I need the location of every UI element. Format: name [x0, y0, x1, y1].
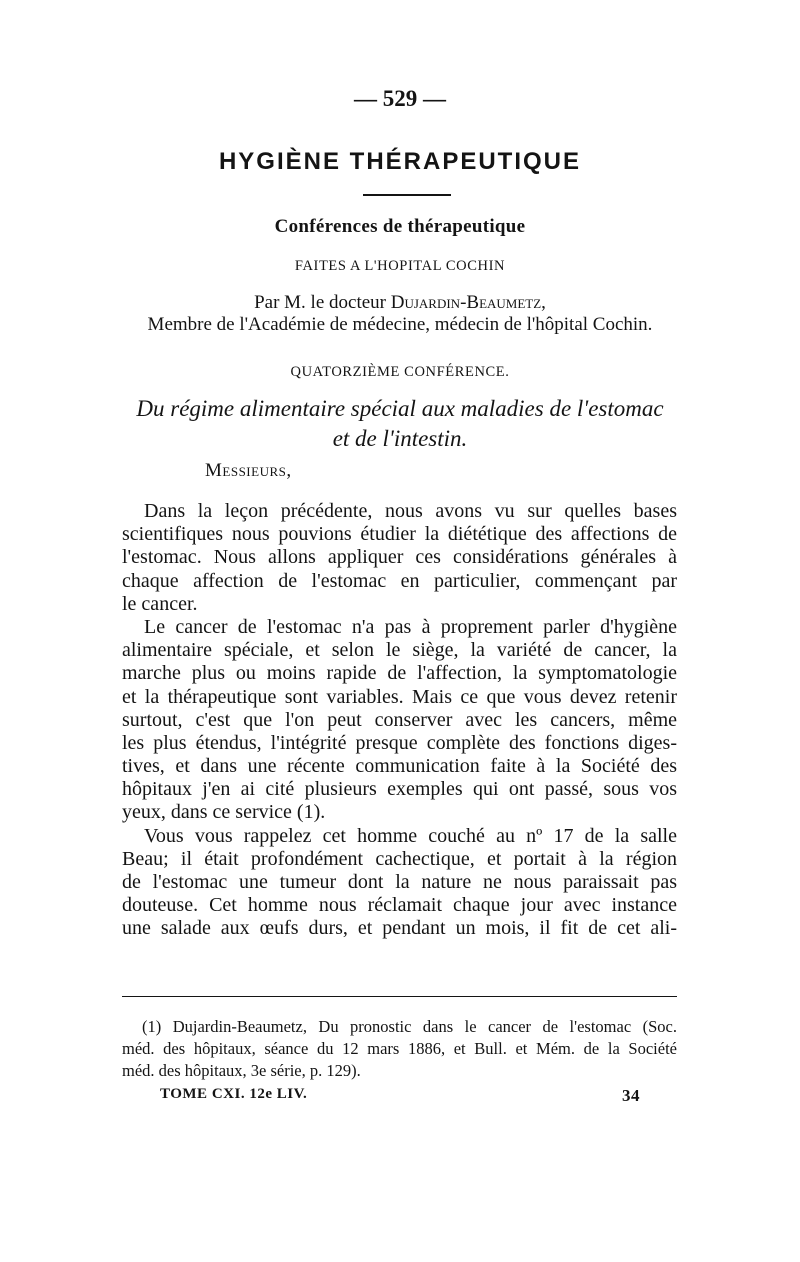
body-line: Le cancer de l'estomac n'a pas à proprement parler d'hygiène — [144, 615, 677, 638]
body-line: douteuse. Cet homme nous réclamait chaque jour avec instance — [122, 894, 677, 917]
lecture-title-line-2: et de l'intestin. — [332, 426, 468, 451]
body-line: une salade aux œufs durs, et pendant un mois, il fit de cet ali- — [122, 917, 677, 940]
body-line: les plus étendus, l'intégrité presque complète des fonctions diges- — [122, 731, 677, 754]
body-line: tives, et dans une récente communication faite à la Société des — [122, 755, 677, 778]
body-line: l'estomac. Nous allons appliquer ces considérations générales à — [122, 546, 677, 569]
author-affiliation: Membre de l'Académie de médecine, médecin de l'hôpital Cochin. — [147, 314, 653, 335]
body-line: hôpitaux j'en ai cité plusieurs exemples qui ont passé, sous vos — [122, 778, 677, 801]
body-line: alimentaire spéciale, et selon le siège, la variété de cancer, la — [122, 639, 677, 662]
sheet-number: 34 — [622, 1086, 640, 1105]
author-prefix: Par M. le docteur — [254, 292, 391, 313]
lecture-title — [0, 394, 800, 454]
series-title: Conférences de thérapeutique — [274, 216, 526, 237]
body-line: Beau; il était profondément cachectique, et portait à la région — [122, 847, 677, 870]
salutation: Messieurs, — [205, 460, 292, 481]
body-line: Vous vous rappelez cet homme couché au nº 17 de la salle — [144, 824, 677, 847]
footnote-line: méd. des hôpitaux, 3e série, p. 129). — [122, 1061, 361, 1080]
author-name: Dujardin-Beaumetz, — [390, 292, 546, 313]
body-line: scientifiques nous pouvions étudier la diététique des affections de — [122, 523, 677, 546]
author-line — [0, 292, 800, 314]
body-line: et la thérapeutique sont variables. Mais ce que vous devez retenir — [122, 685, 677, 708]
footnote-rule — [122, 996, 677, 997]
location-line: FAITES A L'HOPITAL COCHIN — [294, 258, 506, 274]
body-line: Dans la leçon précédente, nous avons vu sur quelles bases — [144, 500, 677, 522]
footnote — [122, 1016, 677, 1082]
body-line: chaque affection de l'estomac en particulier, commençant par — [122, 569, 677, 592]
body-text — [122, 500, 677, 941]
body-line: yeux, dans ce service (1). — [122, 801, 326, 824]
section-title: HYGIÈNE THÉRAPEUTIQUE — [218, 148, 582, 175]
conference-number: QUATORZIÈME CONFÉRENCE. — [290, 364, 510, 380]
body-line: marche plus ou moins rapide de l'affection, la symptomatologie — [122, 662, 677, 685]
body-line: surtout, c'est que l'on peut conserver avec les cancers, même — [122, 708, 677, 731]
page-number: — 529 — — [354, 86, 446, 111]
body-line: le cancer. — [122, 592, 198, 615]
title-rule — [363, 194, 451, 196]
volume-issue: TOME CXI. 12e LIV. — [160, 1086, 308, 1102]
footnote-line: méd. des hôpitaux, séance du 12 mars 1886, et Bull. et Mém. de la Société — [122, 1039, 677, 1058]
footnote-line: (1) Dujardin-Beaumetz, Du pronostic dans le cancer de l'estomac (Soc. — [142, 1017, 677, 1036]
lecture-title-line-1: Du régime alimentaire spécial aux maladies de l'estomac — [136, 396, 664, 421]
body-line: de l'estomac une tumeur dont la nature ne nous paraissait pas — [122, 871, 677, 893]
